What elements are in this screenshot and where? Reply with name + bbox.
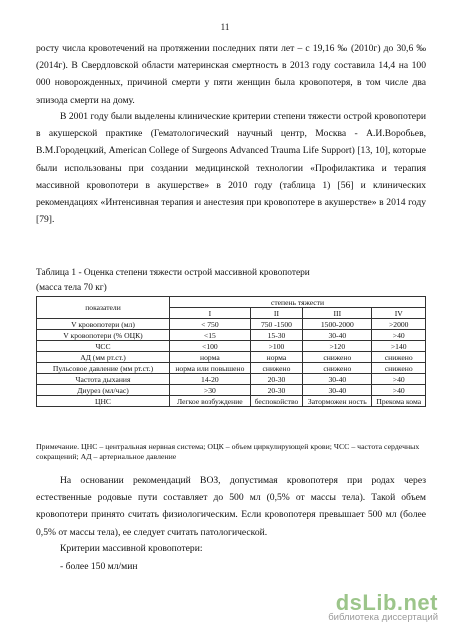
row-label: Диурез (мл/час) <box>37 385 170 396</box>
degree-cell: I <box>170 308 251 319</box>
table-cell: 14-20 <box>170 374 251 385</box>
page-number: 11 <box>220 22 230 32</box>
table-cell: 30-40 <box>303 330 372 341</box>
table-cell: 30-40 <box>303 385 372 396</box>
watermark-subtitle: библиотека диссертаций <box>328 612 438 623</box>
table-cell: >140 <box>372 341 426 352</box>
table-cell: >120 <box>303 341 372 352</box>
row-label: Частота дыхания <box>37 374 170 385</box>
table-row <box>37 352 426 363</box>
table-cell: >40 <box>372 374 426 385</box>
table-cell: >40 <box>372 385 426 396</box>
table-cell: Легкое возбуждение <box>170 396 251 407</box>
paragraph-1: росту числа кровотечений на протяжении последних пяти лет – с 19,16 ‰ (2010г) до 30,6 ‰ (2014г). В Свердловской области материнская смертность в 2013 году составила 14,4 на 100 000 новорожденных, причиной смерти у пяти женщин была кровопотеря, в том числе два эпизода смерти на дому. <box>36 43 426 106</box>
watermark-logo: dsLib.net <box>335 590 438 615</box>
table-cell: беспокойство <box>250 396 302 407</box>
table-cell: >100 <box>250 341 302 352</box>
table-cell: Заторможен ность <box>303 396 372 407</box>
row-label: ЦНС <box>37 396 170 407</box>
table-row <box>37 363 426 374</box>
table-cell: 15-30 <box>250 330 302 341</box>
table-cell: снижено <box>303 363 372 374</box>
header-group: степень тяжести <box>170 297 426 308</box>
header-param: показатели <box>37 297 170 319</box>
table-header-row <box>37 297 426 308</box>
table-cell: норма <box>170 352 251 363</box>
table-cell: <15 <box>170 330 251 341</box>
table-cell: норма <box>250 352 302 363</box>
degree-cell: III <box>303 308 372 319</box>
row-label: V кровопотери (мл) <box>37 319 170 330</box>
table-row <box>37 330 426 341</box>
row-label: V кровопотери (% ОЦК) <box>37 330 170 341</box>
table-cell: норма или повышено <box>170 363 251 374</box>
table-caption-weight: (масса тела 70 кг) <box>36 283 107 293</box>
table-cell: Прекома кома <box>372 396 426 407</box>
table-cell: снижено <box>372 352 426 363</box>
table-cell: >40 <box>372 330 426 341</box>
criteria-item: - более 150 мл/мин <box>60 561 138 572</box>
table-note: Примечание. ЦНС – центральная нервная система; ОЦК – объем циркулирующей крови; ЧСС – частота сердечных сокращений; АД – артериальное давление <box>36 442 420 461</box>
table-cell: 20-30 <box>250 374 302 385</box>
table-cell: 1500-2000 <box>303 319 372 330</box>
table-cell: < 750 <box>170 319 251 330</box>
table-cell: <100 <box>170 341 251 352</box>
table-cell: 750 -1500 <box>250 319 302 330</box>
table-cell: снижено <box>250 363 302 374</box>
row-label: Пульсовое давление (мм рт.ст.) <box>37 363 170 374</box>
row-label: ЧСС <box>37 341 170 352</box>
table-row <box>37 396 426 407</box>
table-row <box>37 319 426 330</box>
table-row <box>37 385 426 396</box>
table-cell: >2000 <box>372 319 426 330</box>
paragraph-3: На основании рекомендаций ВОЗ, допустимая кровопотеря при родах через естественные родовые пути составляет до 500 мл (0,5% от массы тела). Такой объем кровопотери принято считать физиологическим. Если кровопотеря превышает 500 мл (более 0,5% от массы тела), ее следует считать патологической. <box>36 475 426 538</box>
table-cell: >30 <box>170 385 251 396</box>
criteria-heading: Критерии массивной кровопотери: <box>60 543 203 554</box>
table-cell: 30-40 <box>303 374 372 385</box>
table-caption: Таблица 1 - Оценка степени тяжести острой массивной кровопотери <box>36 268 310 278</box>
paragraph-2: В 2001 году были выделены клинические критерии степени тяжести острой кровопотери в акушерской практике (Гематологический научный центр, Москва - А.И.Воробьев, В.М.Городецкий, American College of Surgeons Advanced Trauma Life Support) [13, 10], которые были использованы при создании медицинской технологии «Профилактика и терапия массивной кровопотери в акушерстве» в 2010 году (таблица 1) [56] и клинических рекомендациях «Интенсивная терапия и анестезия при кровопотере в акушерстве» в 2014 году [79]. <box>36 111 426 226</box>
row-label: АД (мм рт.ст.) <box>37 352 170 363</box>
degree-cell: IV <box>372 308 426 319</box>
table-cell: снижено <box>372 363 426 374</box>
severity-table <box>36 296 426 407</box>
table-cell: снижено <box>303 352 372 363</box>
degree-cell: II <box>250 308 302 319</box>
table-row <box>37 341 426 352</box>
table-row <box>37 374 426 385</box>
table-cell: 20-30 <box>250 385 302 396</box>
watermark <box>328 590 438 623</box>
